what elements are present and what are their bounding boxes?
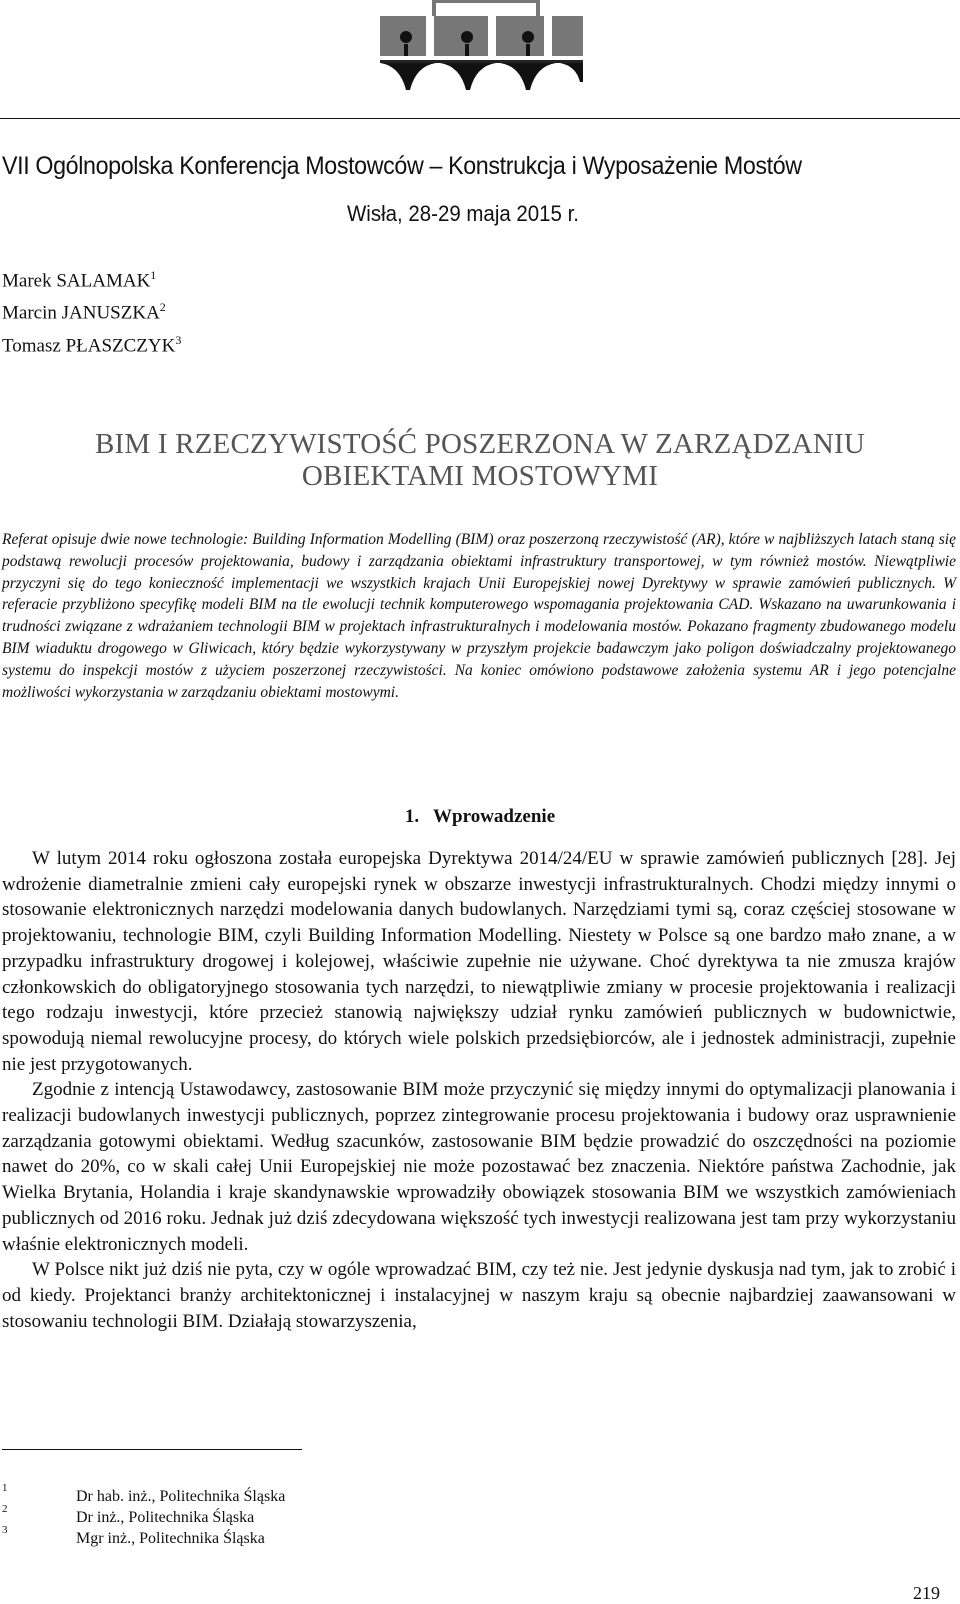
author: Tomasz PŁASZCZYK$^3$ xyxy=(2,332,182,356)
author: Marcin JANUSZKA$^2$ xyxy=(2,300,166,324)
footnote-ref: 1 xyxy=(150,268,157,282)
author-list xyxy=(2,262,181,359)
abstract: Referat opisuje dwie nowe technologie: Building Information Modelling (BIM) oraz poszerzoną rzeczywistość (AR), które w najbliższych latach staną się podstawą rewolucji procesów projektowania, budowy i zarządzania obiektami infrastruktury transportowej, w tym również mostów. Niewątpliwie przyczyni się do tego konieczność implementacji we wszystkich krajach Unii Europejskiej nowej Dyrektywy w sprawie zamówień publicznych. W referacie przybliżono specyfikę modeli BIM na tle ewolucji technik komputerowego wspomagania projektowania CAD. Wskazano na uwarunkowania i trudności związane z wdrażaniem technologii BIM w projektach infrastrukturalnych i modelowania mostów. Pokazano fragmenty zbudowanego modelu BIM wiaduktu drogowego w Gliwicach, który będzie wykorzystywany w przyszłym projekcie badawczym jako poligon doświadczalny projektowanego systemu do inspekcji mostów z użyciem poszerzonej rzeczywistości. Na koniec omówiono podstawowe założenia systemu AR i jego potencjalne możliwości wykorzystania w zarządzaniu obiektami mostowymi. xyxy=(2,531,956,701)
paper-title: BIM I RZECZYWISTOŚĆ POSZERZONA W ZARZĄDZANIU OBIEKTAMI MOSTOWYMI xyxy=(94,428,866,492)
conference-title: VII Ogólnopolska Konferencja Mostowców – Konstrukcja i Wyposażenie Mostów xyxy=(2,152,802,180)
paragraph: W lutym 2014 roku ogłoszona została europejska Dyrektywa 2014/24/EU w sprawie zamówień publicznych [28]. Jej wdrożenie diametralnie zmieni cały europejski rynek w obszarze inwestycji infrastrukturalnych. Chodzi między innymi o stosowanie elektronicznych narzędzi modelowania danych budowlanych. Narzędziami tymi są, coraz częściej stosowane w projektowaniu, technologie BIM, czyli Building Information Modelling. Niestety w Polsce są one bardzo mało znane, a w przypadku infrastruktury drogowej i kolejowej, właściwie zupełnie nie używane. Choć dyrektywa ta nie zmusza krajów członkowskich do obligatoryjnego stosowania tych narzędzi, to niewątpliwie zmiany w procesie projektowania i realizacji tego rodzaju inwestycji, które przecież stanowią największy udział rynku zamówień publicznych w budownictwie, spowodują niemal rewolucyjne procesy, do których wiele polskich przedsiębiorców, ale i jednostek administracji, zupełnie nie jest przygotowanych. xyxy=(2,848,956,1075)
footnote-ref: 2 xyxy=(159,300,166,315)
footnote-ref: 3 xyxy=(175,332,182,347)
conference-logo xyxy=(380,0,583,100)
section-heading: 1. Wprowadzenie xyxy=(404,806,556,827)
page-number: 219 xyxy=(913,1583,940,1603)
body-text xyxy=(2,846,956,1334)
header-rule xyxy=(0,118,960,119)
conference-place-date: Wisła, 28-29 maja 2015 r. xyxy=(347,201,580,226)
footnote-rule xyxy=(2,1449,302,1450)
paragraph: W Polsce nikt już dziś nie pyta, czy w ogóle wprowadzać BIM, czy też nie. Jest jedynie dyskusja nad tym, jak to zrobić i od kiedy. Projektanci branży architektonicznej i instalacyjnej w naszym kraju są obecnie najbardziej zaawansowani w stosowaniu technologii BIM. Działają stowarzyszenia, xyxy=(2,1259,956,1332)
author: Marek SALAMAK$^1$ xyxy=(2,268,157,292)
paragraph: Zgodnie z intencją Ustawodawcy, zastosowanie BIM może przyczynić się między innymi do optymalizacji planowania i realizacji budowlanych inwestycji publicznych, poprzez zintegrowanie procesu projektowania i budowy oraz usprawnienie zarządzania gotowymi obiektami. Według szacunków, zastosowanie BIM będzie prowadzić do oszczędności na poziomie nawet do 20%, co w skali całej Unii Europejskiej nie może pozostawać bez znaczenia. Niektóre państwa Zachodnie, jak Wielka Brytania, Holandia i kraje skandynawskie wprowadziły obowiązek stosowania BIM we wszystkich zamówieniach publicznych od 2016 roku. Jednak już dziś zdecydowana większość tych inwestycji realizowana jest tam przy wykorzystaniu właśnie elektronicznych modeli. xyxy=(2,1079,956,1255)
